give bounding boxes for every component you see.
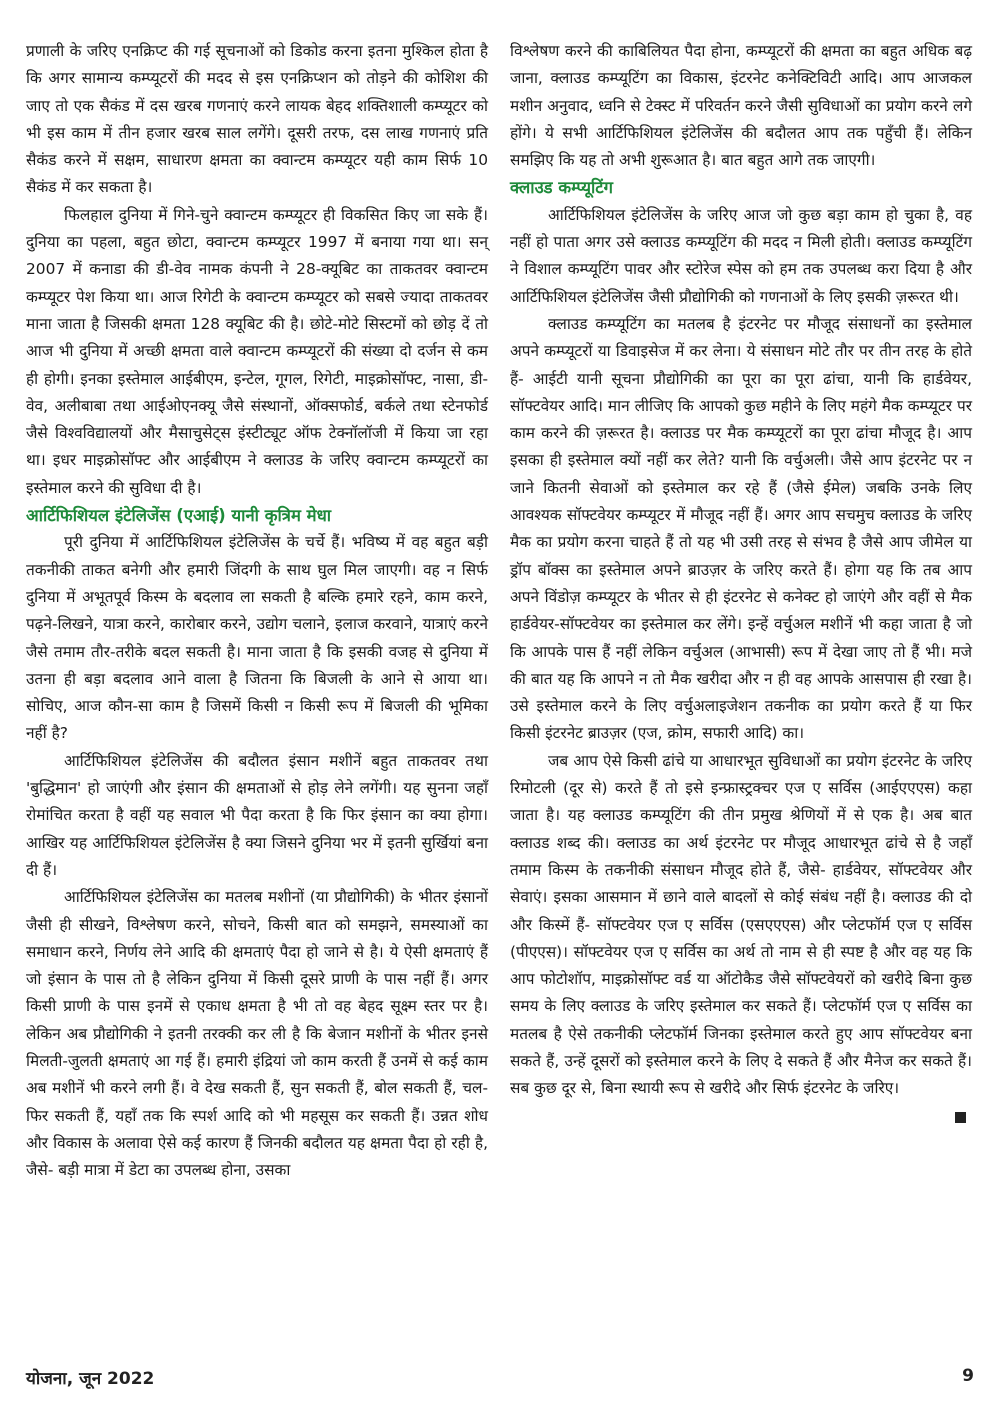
section-heading-cloud: क्लाउड कम्प्यूटिंग — [510, 178, 613, 198]
paragraph: आर्टिफिशियल इंटेलिजेंस के जरिए आज जो कुछ बड़ा काम हो चुका है, वह नहीं हो पाता अगर उसे क्लाउड कम्प्यूटिंग की मदद न मिली होती। क्लाउड कम्प्यूटिंग ने विशाल कम्प्यूटिंग पावर और स्टोरेज स्पेस को हम तक उपलब्ध करा दिया है और आर्टिफिशियल इंटेलिजेंस जैसी प्रौद्योगिकी को गणनाओं के लिए इसकी ज़रूरत थी। — [510, 205, 972, 306]
paragraph: फिलहाल दुनिया में गिने-चुने क्वान्टम कम्प्यूटर ही विकसित किए जा सके हैं। दुनिया का पहला, बहुत छोटा, क्वान्टम कम्प्यूटर 1997 में बनाया गया था। सन् 2007 में कनाडा की डी-वेव नामक कंपनी ने 28-क्यूबिट का ताकतवर क्वान्टम कम्प्यूटर पेश किया था। आज रिगेटी के क्वान्टम कम्प्यूटर को सबसे ज्यादा ताकतवर माना जाता है जिसकी क्षमता 128 क्यूबिट की है। छोटे-मोटे सिस्टमों को छोड़ दें तो आज भी दुनिया में अच्छी क्षमता वाले क्वान्टम कम्प्यूटरों की संख्या दो दर्जन से कम ही होगी। इनका इस्तेमाल आईबीएम, इन्टेल, गूगल, रिगेटी, माइक्रोसॉफ्ट, नासा, डी-वेव, अलीबाबा तथा आईओएनक्यू जैसे संस्थानों, ऑक्सफोर्ड, बर्कले तथा स्टेनफोर्ड जैसे विश्वविद्यालयों और मैसाचुसेट्स इंस्टीट्यूट ऑफ टेक्नॉलॉजी में किया जा रहा था। इधर माइक्रोसॉफ्ट और आईबीएम ने क्लाउड के जरिए क्वान्टम कम्प्यूटरों का इस्तेमाल करने की सुविधा दी है। — [26, 205, 488, 497]
paragraph: प्रणाली के जरिए एनक्रिप्ट की गई सूचनाओं को डिकोड करना इतना मुश्किल होता है कि अगर सामान्य कम्प्यूटरों की मदद से इस एनक्रिप्शन को तोड़ने की कोशिश की जाए तो एक सैकंड में दस खरब गणनाएं करने लायक बेहद शक्तिशाली कम्प्यूटर को भी इस काम में तीन हजार खरब साल लगेंगे। दूसरी तरफ, दस लाख गणनाएं प्रति सैकंड करने में सक्षम, साधारण क्षमता का क्वान्टम कम्प्यूटर यही काम सिर्फ 10 सैकंड में कर सकता है। — [26, 42, 488, 197]
section-heading-ai: आर्टिफिशियल इंटेलिजेंस (एआई) यानी कृत्रिम मेधा — [26, 506, 332, 526]
paragraph: विश्लेषण करने की काबिलियत पैदा होना, कम्प्यूटरों की क्षमता का बहुत अधिक बढ़ जाना, क्लाउड कम्प्यूटिंग का विकास, इंटरनेट कनेक्टिविटी आदि। आप आजकल मशीन अनुवाद, ध्वनि से टेक्स्ट में परिवर्तन करने जैसी सुविधाओं का प्रयोग करने लगे होंगे। ये सभी आर्टिफिशियल इंटेलिजेंस की बदौलत आप तक पहुँची हैं। लेकिन समझिए कि यह तो अभी शुरूआत है। बात बहुत आगे तक जाएगी। — [510, 42, 972, 170]
end-of-article-square-icon — [955, 1112, 966, 1123]
right-column — [510, 38, 972, 1123]
paragraph: आर्टिफिशियल इंटेलिजेंस का मतलब मशीनों (या प्रौद्योगिकी) के भीतर इंसानों जैसी ही सीखने, विश्लेषण करने, सोचने, किसी बात को समझने, समस्याओं का समाधान करने, निर्णय लेने आदि की क्षमताएं पैदा हो जाने से है। ये ऐसी क्षमताएं हैं जो इंसान के पास तो है लेकिन दुनिया में किसी दूसरे प्राणी के पास नहीं हैं। अगर किसी प्राणी के पास इनमें से एकाध क्षमता है भी तो वह बेहद सूक्ष्म स्तर पर है। लेकिन अब प्रौद्योगिकी ने इतनी तरक्की कर ली है कि बेजान मशीनों के भीतर इनसे मिलती-जुलती क्षमताएं आ गई हैं। हमारी इंद्रियां जो काम करती हैं उनमें से कई काम अब मशीनें भी करने लगी हैं। वे देख सकती हैं, सुन सकती हैं, बोल सकती हैं, चल-फिर सकती हैं, यहाँ तक कि स्पर्श आदि को भी महसूस कर सकती हैं। उन्नत शोध और विकास के अलावा ऐसे कई कारण हैं जिनकी बदौलत यह क्षमता पैदा हो रही है, जैसे- बड़ी मात्रा में डेटा का उपलब्ध होना, उसका — [26, 888, 488, 1180]
paragraph: जब आप ऐसे किसी ढांचे या आधारभूत सुविधाओं का प्रयोग इंटरनेट के जरिए रिमोटली (दूर से) करते हैं तो इसे इन्फ्रास्ट्रक्चर एज ए सर्विस (आईएएएस) कहा जाता है। यह क्लाउड कम्प्यूटिंग की तीन प्रमुख श्रेणियों में से एक है। अब बात क्लाउड शब्द की। क्लाउड का अर्थ इंटरनेट पर मौजूद आधारभूत ढांचे से है जहाँ तमाम किस्म के तकनीकी संसाधन मौजूद होते हैं, जैसे- हार्डवेयर, सॉफ्टवेयर और सेवाएं। इसका आसमान में छाने वाले बादलों से कोई संबंध नहीं है। क्लाउड की दो और किस्में हैं- सॉफ्टवेयर एज ए सर्विस (एसएएएस) और प्लेटफॉर्म एज ए सर्विस (पीएएस)। सॉफ्टवेयर एज ए सर्विस का अर्थ तो नाम से ही स्पष्ट है और वह यह कि आप फोटोशॉप, माइक्रोसॉफ्ट वर्ड या ऑटोकैड जैसे सॉफ्टवेयरों को खरीदे बिना कुछ समय के लिए क्लाउड के जरिए इस्तेमाल कर सकते हैं। प्लेटफॉर्म एज ए सर्विस का मतलब है ऐसे तकनीकी प्लेटफॉर्म जिनका इस्तेमाल करते हुए आप सॉफ्टवेयर बना सकते हैं, उन्हें दूसरों को इस्तेमाल करने के लिए दे सकते हैं और मैनेज कर सकते हैं। सब कुछ दूर से, बिना स्थायी रूप से खरीदे और सिर्फ इंटरनेट के जरिए। — [510, 751, 972, 1098]
left-column — [26, 38, 488, 1184]
paragraph: पूरी दुनिया में आर्टिफिशियल इंटेलिजेंस के चर्चे हैं। भविष्य में वह बहुत बड़ी तकनीकी ताकत बनेगी और हमारी जिंदगी के साथ घुल मिल जाएगी। वह न सिर्फ दुनिया में अभूतपूर्व किस्म के बदलाव ला सकती है बल्कि हमारे रहने, काम करने, पढ़ने-लिखने, यात्रा करने, कारोबार करने, उद्योग चलाने, इलाज करवाने, यात्राएं करने जैसे तमाम तौर-तरीके बदल सकती है। माना जाता है कि इसकी वजह से दुनिया में उतना ही बड़ा बदलाव आने वाला है जितना कि बिजली के आने से आया था। सोचिए, आज कौन-सा काम है जिसमें किसी न किसी रूप में बिजली की भूमिका नहीं है? — [26, 533, 488, 743]
page-footer — [26, 1366, 974, 1389]
paragraph: आर्टिफिशियल इंटेलिजेंस की बदौलत इंसान मशीनें बहुत ताकतवर तथा 'बुद्धिमान' हो जाएंगी और इंसान की क्षमताओं से होड़ लेने लगेंगी। यह सुनना जहाँ रोमांचित करता है वहीं यह सवाल भी पैदा करता है कि फिर इंसान का क्या होगा। आखिर यह आर्टिफिशियल इंटेलिजेंस है क्या जिसने दुनिया भर में इतनी सुर्खियां बना दी हैं। — [26, 751, 488, 879]
paragraph: क्लाउड कम्प्यूटिंग का मतलब है इंटरनेट पर मौजूद संसाधनों का इस्तेमाल अपने कम्प्यूटरों या डिवाइसेज में कर लेना। ये संसाधन मोटे तौर पर तीन तरह के होते हैं- आईटी यानी सूचना प्रौद्योगिकी का पूरा का पूरा ढांचा, यानी कि हार्डवेयर, सॉफ्टवेयर आदि। मान लीजिए कि आपको कुछ महीने के लिए महंगे मैक कम्प्यूटर पर काम करने की ज़रूरत है। क्लाउड पर मैक कम्प्यूटरों का पूरा ढांचा मौजूद है। आप इसका ही इस्तेमाल क्यों नहीं कर लेते? यानी कि वर्चुअली। जैसे आप इंटरनेट पर न जाने कितनी सेवाओं को इस्तेमाल कर रहे हैं (जैसे ईमेल) जबकि उनके लिए आवश्यक सॉफ्टवेयर कम्प्यूटर में मौजूद नहीं हैं। अगर आप सचमुच क्लाउड के जरिए मैक का प्रयोग करना चाहते हैं तो यह भी उसी तरह से संभव है जैसे आप जीमेल या ड्रॉप बॉक्स का इस्तेमाल अपने ब्राउज़र के जरिए करते हैं। होगा यह कि तब आप अपने विंडोज़ कम्प्यूटर के भीतर से ही इंटरनेट से कनेक्ट हो जाएंगे और वहीं से मैक हार्डवेयर-सॉफ्टवेयर का इस्तेमाल कर लेंगे। इन्हें वर्चुअल मशीनें भी कहा जाता है जो कि आपके पास हैं नहीं लेकिन वर्चुअल (आभासी) रूप में देखा जाए तो हैं भी। मजे की बात यह कि आपने न तो मैक खरीदा और न ही वह आपके आसपास ही रखा है। उसे इस्तेमाल करने के लिए वर्चुअलाइजेशन तकनीक का प्रयोग करते हैं या फिर किसी इंटरनेट ब्राउज़र (एज, क्रोम, सफारी आदि) का। — [510, 314, 972, 743]
page-number: 9 — [962, 1366, 974, 1386]
publication-name: योजना, जून 2022 — [26, 1369, 155, 1389]
